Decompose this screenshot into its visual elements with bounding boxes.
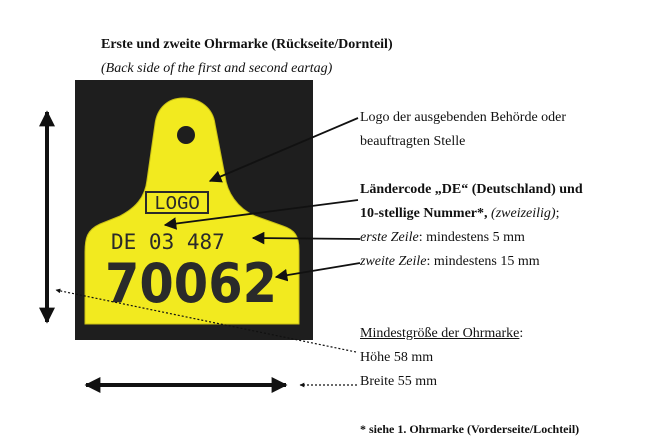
logo-text: LOGO <box>154 193 200 215</box>
first-row-pointer-arrow <box>253 238 360 239</box>
min-size-colon: : <box>519 326 524 341</box>
annotation-number-tail: ; <box>555 206 560 221</box>
second-row-label: zweite Zeile <box>360 254 427 269</box>
min-size-width: Breite 55 mm <box>360 374 437 389</box>
logo-pointer-arrow <box>210 118 358 181</box>
height-dotted-guide <box>56 290 356 352</box>
footnote: * siehe 1. Ohrmarke (Vorderseite/Lochteil) <box>360 422 580 436</box>
annotation-country-code-line: Ländercode „DE“ (Deutschland) und <box>360 182 583 197</box>
second-row-value: : mindestens 15 mm <box>426 254 540 269</box>
page-title: Erste und zweite Ohrmarke (Rückseite/Dornteil) <box>101 37 393 52</box>
annotation-logo-line2: beauftragten Stelle <box>360 134 466 149</box>
eartag-number-line1: DE 03 487 <box>111 230 225 254</box>
annotation-logo-line1: Logo der ausgebenden Behörde oder <box>360 110 567 125</box>
annotation-number-italic: (zweizeilig) <box>491 206 556 221</box>
second-row-pointer-arrow <box>276 263 360 277</box>
first-row-label: erste Zeile <box>360 230 419 245</box>
min-size-height: Höhe 58 mm <box>360 350 434 365</box>
page-subtitle: (Back side of the first and second eartag) <box>101 61 333 76</box>
country-code-pointer-arrow <box>165 200 358 225</box>
annotation-number-bold: 10-stellige Nummer*, <box>360 206 488 221</box>
eartag-number-line2: 70062 <box>105 252 277 315</box>
first-row-value: : mindestens 5 mm <box>418 230 525 245</box>
min-size-heading: Mindestgröße der Ohrmarke <box>360 326 520 341</box>
